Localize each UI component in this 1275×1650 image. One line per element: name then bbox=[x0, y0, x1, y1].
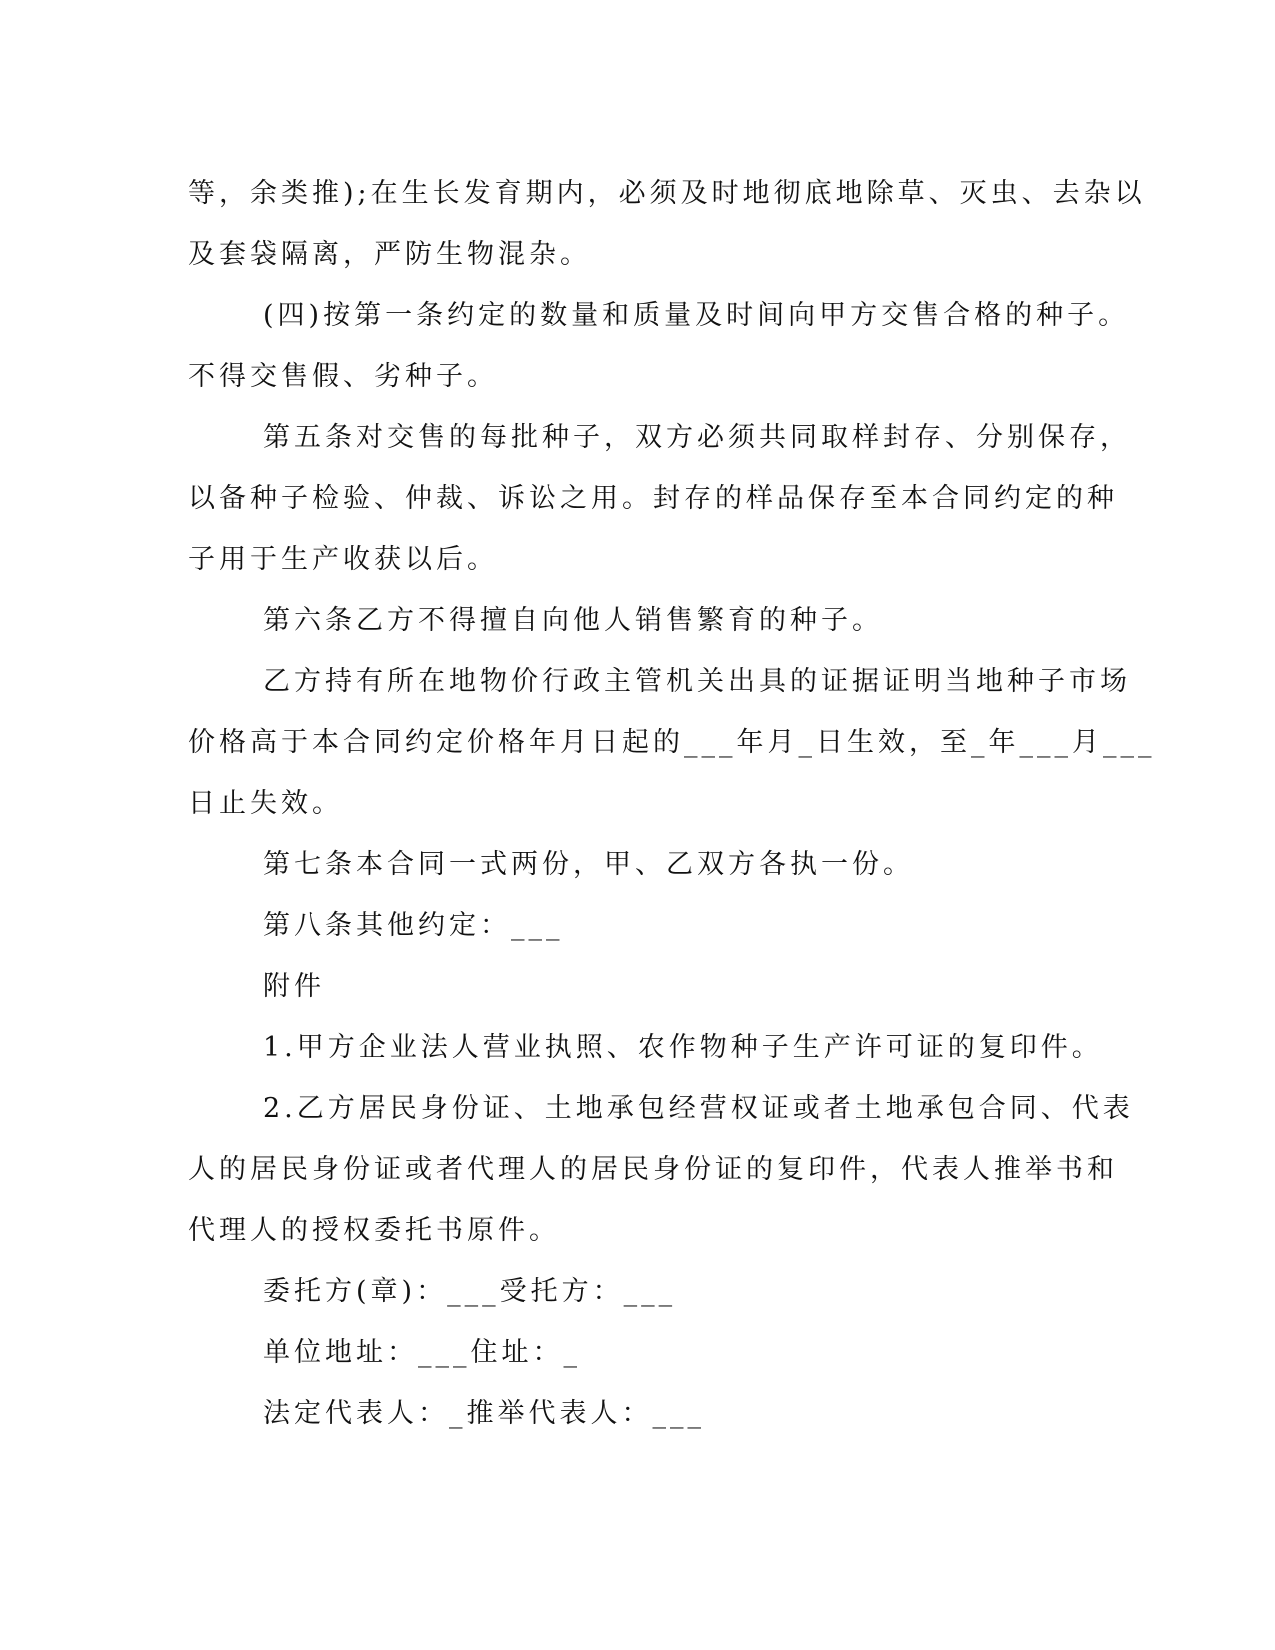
text-line: 第七条本合同一式两份，甲、乙双方各执一份。 bbox=[263, 849, 914, 880]
text-line: 第六条乙方不得擅自向他人销售繁育的种子。 bbox=[263, 605, 883, 636]
text-line: 第五条对交售的每批种子，双方必须共同取样封存、分别保存， bbox=[263, 422, 1131, 453]
text-line: 乙方持有所在地物价行政主管机关出具的证据证明当地种子市场 bbox=[263, 666, 1131, 697]
text-line: 2.乙方居民身份证、土地承包经营权证或者土地承包合同、代表 bbox=[263, 1093, 1134, 1124]
text-line: 不得交售假、劣种子。 bbox=[188, 361, 498, 392]
text-line: 附件 bbox=[263, 971, 325, 1002]
text-line: 法定代表人：_推举代表人：___ bbox=[263, 1398, 705, 1429]
text-line: 日止失效。 bbox=[188, 788, 343, 819]
text-line: 子用于生产收获以后。 bbox=[188, 544, 498, 575]
text-line: 代理人的授权委托书原件。 bbox=[188, 1215, 560, 1246]
text-line: 及套袋隔离，严防生物混杂。 bbox=[188, 239, 591, 270]
text-line: (四)按第一条约定的数量和质量及时间向甲方交售合格的种子。 bbox=[263, 300, 1130, 331]
document-body bbox=[188, 163, 1156, 1444]
text-line: 委托方(章)：___受托方：___ bbox=[263, 1276, 677, 1307]
text-line: 以备种子检验、仲裁、诉讼之用。封存的样品保存至本合同约定的种 bbox=[188, 483, 1118, 514]
text-line: 价格高于本合同约定价格年月日起的___年月_日生效，至_年___月___ bbox=[188, 727, 1156, 758]
text-line: 等，余类推);在生长发育期内，必须及时地彻底地除草、灭虫、去杂以 bbox=[188, 178, 1146, 209]
text-line: 第八条其他约定：___ bbox=[263, 910, 564, 941]
text-line: 单位地址：___住址：_ bbox=[263, 1337, 581, 1368]
text-line: 人的居民身份证或者代理人的居民身份证的复印件，代表人推举书和 bbox=[188, 1154, 1118, 1185]
text-line: 1.甲方企业法人营业执照、农作物种子生产许可证的复印件。 bbox=[263, 1032, 1103, 1063]
